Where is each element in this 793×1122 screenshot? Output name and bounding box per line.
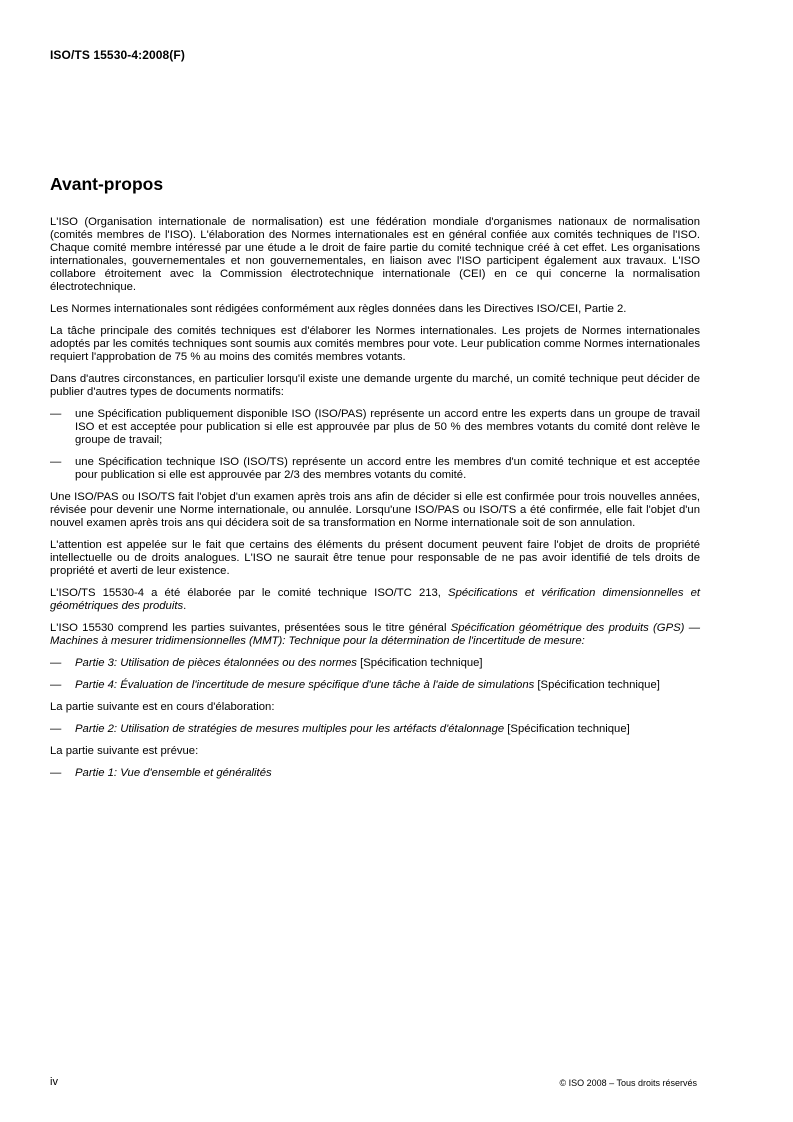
paragraph-patent-notice: L'attention est appelée sur le fait que certains des éléments du présent document peuvent faire l'objet de droits de propriété intellectuelle ou de droits analogues. L'ISO ne saurait être tenue pour responsable de ne pas avoir identifié de tels droits de propriété et averti de leur existence. bbox=[50, 539, 700, 577]
part-title: Partie 3: Utilisation de pièces étalonnées ou des normes bbox=[75, 657, 357, 669]
paragraph-other-circumstances: Dans d'autres circonstances, en particulier lorsqu'il existe une demande urgente du marché, un comité technique peut décider de publier d'autres types de documents normatifs: bbox=[50, 373, 700, 398]
part-title: Partie 1: Vue d'ensemble et généralités bbox=[75, 767, 272, 779]
paragraph-iso-intro: L'ISO (Organisation internationale de normalisation) est une fédération mondiale d'organismes nationaux de normalisation (comités membres de l'ISO). L'élaboration des Normes internationales est en général confiée aux comités techniques de l'ISO. Chaque comité membre intéressé par une étude a le droit de faire partie du comité technique créé à cet effet. Les organisations internationales, gouvernementales et non gouvernementales, en liaison avec l'ISO participent également aux travaux. L'ISO collabore étroitement avec la Commission électrotechnique internationale (CEI) en ce qui concerne la normalisation électrotechnique. bbox=[50, 216, 700, 293]
paragraph-parts-intro bbox=[50, 622, 700, 648]
paragraph-directives: Les Normes internationales sont rédigées conformément aux règles données dans les Directives ISO/CEI, Partie 2. bbox=[50, 303, 627, 315]
prepared-by-end: . bbox=[183, 600, 187, 612]
list-item-text bbox=[75, 767, 700, 780]
list-item-text bbox=[75, 679, 700, 692]
list-item-part-3 bbox=[50, 657, 700, 670]
part-title: Partie 2: Utilisation de stratégies de mesures multiples pour les artéfacts d'étalonnage bbox=[75, 723, 505, 735]
parts-intro-text: L'ISO 15530 comprend les parties suivantes, présentées sous le titre général bbox=[50, 622, 451, 634]
dash-marker: — bbox=[50, 657, 62, 669]
dash-marker: — bbox=[50, 679, 62, 691]
part-title: Partie 4: Évaluation de l'incertitude de mesure spécifique d'une tâche à l'aide de simulations bbox=[75, 679, 535, 691]
list-item-text bbox=[75, 657, 700, 670]
section-title: Avant-propos bbox=[50, 174, 164, 194]
foreword-body bbox=[50, 216, 700, 789]
list-item-iso-pas bbox=[50, 408, 700, 447]
list-item-iso-ts bbox=[50, 456, 700, 482]
paragraph-main-task: La tâche principale des comités techniques est d'élaborer les Normes internationales. Les projets de Normes internationales adoptés par les comités techniques sont soumis aux comités membres pour vote. Leur publication comme Normes internationales requiert l'approbation de 75 % au moins des comités membres votants. bbox=[50, 325, 700, 363]
list-item-text bbox=[75, 723, 700, 736]
part-type: [Spécification technique] bbox=[534, 679, 660, 691]
dash-marker: — bbox=[50, 408, 62, 420]
paragraph-in-preparation: La partie suivante est en cours d'élaboration: bbox=[50, 701, 275, 713]
paragraph-prepared-by bbox=[50, 587, 700, 613]
list-item-text: une Spécification publiquement disponible ISO (ISO/PAS) représente un accord entre les experts dans un groupe de travail ISO et est acceptée pour publication si elle est approuvée par plus de 50 % des membres votants du comité dont relève le groupe de travail; bbox=[75, 408, 700, 446]
dash-marker: — bbox=[50, 767, 62, 779]
list-item-text: une Spécification technique ISO (ISO/TS) représente un accord entre les membres d'un comité technique et est acceptée pour publication si elle est approuvée par 2/3 des membres votants du comité. bbox=[75, 456, 700, 481]
paragraph-planned: La partie suivante est prévue: bbox=[50, 745, 199, 757]
list-item-part-2 bbox=[50, 723, 700, 736]
document-id: ISO/TS 15530-4:2008(F) bbox=[50, 48, 185, 62]
paragraph-review: Une ISO/PAS ou ISO/TS fait l'objet d'un examen après trois ans afin de décider si elle est confirmée pour trois nouvelles années, révisée pour devenir une Norme internationale, ou annulée. Lorsqu'une ISO/PAS ou ISO/TS a été confirmée, elle fait l'objet d'un nouvel examen après trois ans qui décidera soit de sa transformation en Norme internationale soit de son annulation. bbox=[50, 491, 700, 529]
page-number: iv bbox=[50, 1076, 58, 1088]
list-item-part-1 bbox=[50, 767, 700, 780]
dash-marker: — bbox=[50, 456, 62, 468]
committee-scope: Spécifications et vérification dimensionnelles et géométriques des produits bbox=[50, 587, 701, 612]
general-title: Spécification géométrique des produits (GPS) — Machines à mesurer tridimensionnelles (MMT): Technique pour la détermination de l'incertitude de mesure: bbox=[50, 622, 700, 647]
list-item-part-4 bbox=[50, 679, 700, 692]
dash-marker: — bbox=[50, 723, 62, 735]
copyright-notice: © ISO 2008 – Tous droits réservés bbox=[559, 1078, 697, 1088]
prepared-by-text: L'ISO/TS 15530-4 a été élaborée par le comité technique ISO/TC 213, bbox=[50, 587, 449, 599]
part-type: [Spécification technique] bbox=[356, 657, 483, 669]
part-type: [Spécification technique] bbox=[504, 723, 630, 735]
